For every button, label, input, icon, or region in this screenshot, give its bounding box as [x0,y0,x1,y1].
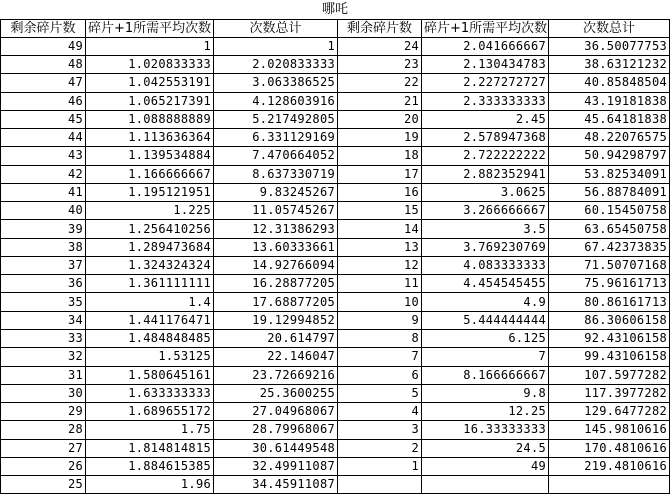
cell-remaining-right[interactable]: 17 [338,165,422,183]
cell-remaining-left[interactable]: 30 [1,384,86,402]
cell-average-right[interactable]: 3.769230769 [422,238,549,256]
cell-average-right[interactable]: 2.130434783 [422,56,549,74]
cell-average-right[interactable]: 8.166666667 [422,366,549,384]
cell-remaining-left[interactable]: 44 [1,129,86,147]
table-row [1,384,670,402]
cell-average-right[interactable] [422,476,549,494]
cell-remaining-right[interactable]: 18 [338,147,422,165]
cell-average-left[interactable]: 1.088888889 [86,110,214,128]
cell-total-left[interactable]: 16.28877205 [214,275,338,293]
cell-total-right[interactable]: 71.50707168 [549,256,670,274]
cell-average-right[interactable]: 4.083333333 [422,256,549,274]
cell-total-right[interactable]: 145.9810616 [549,421,670,439]
cell-average-left[interactable]: 1.195121951 [86,183,214,201]
cell-remaining-right[interactable]: 11 [338,275,422,293]
cell-total-left[interactable]: 6.331129169 [214,129,338,147]
table-row [1,74,670,92]
cell-remaining-left[interactable]: 38 [1,238,86,256]
cell-total-right[interactable]: 38.63121232 [549,56,670,74]
table-row [1,37,670,55]
cell-remaining-left[interactable]: 25 [1,476,86,494]
cell-average-right[interactable]: 6.125 [422,330,549,348]
cell-remaining-left[interactable]: 26 [1,457,86,475]
cell-remaining-right[interactable]: 2 [338,439,422,457]
cell-total-right[interactable]: 170.4810616 [549,439,670,457]
cell-remaining-left[interactable]: 27 [1,439,86,457]
cell-remaining-left[interactable]: 35 [1,293,86,311]
cell-remaining-right[interactable]: 21 [338,92,422,110]
cell-remaining-left[interactable]: 34 [1,311,86,329]
cell-average-right[interactable]: 4.454545455 [422,275,549,293]
cell-remaining-left[interactable]: 39 [1,220,86,238]
cell-average-right[interactable]: 9.8 [422,384,549,402]
cell-average-left[interactable]: 1.484848485 [86,330,214,348]
cell-average-right[interactable]: 2.45 [422,110,549,128]
cell-total-left[interactable]: 17.68877205 [214,293,338,311]
cell-total-left[interactable]: 22.146047 [214,348,338,366]
table-row [1,238,670,256]
cell-total-left[interactable]: 32.49911087 [214,457,338,475]
cell-total-left[interactable]: 34.45911087 [214,476,338,494]
cell-average-left[interactable]: 1.324324324 [86,256,214,274]
cell-average-right[interactable]: 3.266666667 [422,202,549,220]
cell-remaining-left[interactable]: 49 [1,37,86,55]
cell-remaining-left[interactable]: 29 [1,403,86,421]
table-row [1,129,670,147]
cell-remaining-right[interactable]: 16 [338,183,422,201]
cell-total-right[interactable]: 50.94298797 [549,147,670,165]
cell-average-right[interactable]: 4.9 [422,293,549,311]
cell-remaining-right[interactable]: 14 [338,220,422,238]
cell-total-right[interactable]: 75.96161713 [549,275,670,293]
cell-average-right[interactable]: 2.333333333 [422,92,549,110]
table-row [1,183,670,201]
table-row [1,348,670,366]
cell-remaining-right[interactable]: 12 [338,256,422,274]
cell-remaining-right[interactable]: 9 [338,311,422,329]
cell-total-left[interactable]: 5.217492805 [214,110,338,128]
cell-total-left[interactable]: 12.31386293 [214,220,338,238]
cell-total-right[interactable]: 99.43106158 [549,348,670,366]
cell-total-right[interactable]: 92.43106158 [549,330,670,348]
cell-total-left[interactable]: 19.12994852 [214,311,338,329]
cell-average-left[interactable]: 1.633333333 [86,384,214,402]
table-row [1,56,670,74]
cell-total-right[interactable]: 67.42373835 [549,238,670,256]
cell-total-left[interactable]: 3.063386525 [214,74,338,92]
cell-total-left[interactable]: 13.60333661 [214,238,338,256]
cell-remaining-left[interactable]: 28 [1,421,86,439]
cell-remaining-right[interactable]: 7 [338,348,422,366]
cell-average-left[interactable]: 1.75 [86,421,214,439]
cell-total-left[interactable]: 23.72669216 [214,366,338,384]
cell-total-left[interactable]: 9.83245267 [214,183,338,201]
cell-remaining-left[interactable]: 32 [1,348,86,366]
cell-remaining-left[interactable]: 40 [1,202,86,220]
title-row [1,0,670,19]
cell-remaining-left[interactable]: 41 [1,183,86,201]
cell-remaining-right[interactable]: 4 [338,403,422,421]
cell-remaining-left[interactable]: 36 [1,275,86,293]
cell-remaining-right[interactable]: 8 [338,330,422,348]
cell-average-right[interactable]: 16.33333333 [422,421,549,439]
cell-remaining-right[interactable]: 24 [338,37,422,55]
cell-remaining-left[interactable]: 37 [1,256,86,274]
cell-total-right[interactable]: 107.5977282 [549,366,670,384]
cell-remaining-left[interactable]: 47 [1,74,86,92]
cell-total-right[interactable] [549,476,670,494]
cell-average-right[interactable]: 12.25 [422,403,549,421]
cell-average-left[interactable]: 1 [86,37,214,55]
cell-remaining-right[interactable]: 19 [338,129,422,147]
cell-total-right[interactable]: 53.82534091 [549,165,670,183]
header-cell-total-left[interactable]: 次数总计 [214,19,338,37]
cell-total-left[interactable]: 4.128603916 [214,92,338,110]
cell-total-right[interactable]: 48.22076575 [549,129,670,147]
header-row [1,19,670,37]
cell-remaining-right[interactable]: 15 [338,202,422,220]
cell-average-left[interactable]: 1.96 [86,476,214,494]
cell-average-right[interactable]: 2.882352941 [422,165,549,183]
table-row [1,293,670,311]
table-row [1,457,670,475]
table-row [1,220,670,238]
cell-average-left[interactable]: 1.361111111 [86,275,214,293]
cell-average-left[interactable]: 1.256410256 [86,220,214,238]
cell-total-left[interactable]: 1 [214,37,338,55]
cell-total-left[interactable]: 2.020833333 [214,56,338,74]
cell-remaining-right[interactable]: 10 [338,293,422,311]
cell-total-right[interactable]: 129.6477282 [549,403,670,421]
table-row [1,165,670,183]
cell-average-right[interactable]: 2.578947368 [422,129,549,147]
header-cell-average-left[interactable]: 碎片+1所需平均次数 [86,19,214,37]
cell-average-right[interactable]: 24.5 [422,439,549,457]
header-cell-average-right[interactable]: 碎片+1所需平均次数 [422,19,549,37]
cell-remaining-right[interactable]: 23 [338,56,422,74]
header-cell-total-right[interactable]: 次数总计 [549,19,670,37]
cell-average-right[interactable]: 2.041666667 [422,37,549,55]
table-row [1,403,670,421]
cell-total-left[interactable]: 27.04968067 [214,403,338,421]
cell-total-left[interactable]: 7.470664052 [214,147,338,165]
table-row [1,330,670,348]
cell-remaining-left[interactable]: 45 [1,110,86,128]
cell-total-right[interactable]: 60.15450758 [549,202,670,220]
spreadsheet-body [1,0,670,494]
cell-total-left[interactable]: 28.79968067 [214,421,338,439]
cell-total-right[interactable]: 63.65450758 [549,220,670,238]
cell-total-left[interactable]: 20.614797 [214,330,338,348]
cell-remaining-left[interactable]: 48 [1,56,86,74]
cell-average-left[interactable]: 1.139534884 [86,147,214,165]
cell-average-right[interactable]: 49 [422,457,549,475]
cell-average-left[interactable]: 1.580645161 [86,366,214,384]
table-row [1,439,670,457]
cell-total-right[interactable]: 219.4810616 [549,457,670,475]
table-row [1,275,670,293]
cell-total-left[interactable]: 14.92766094 [214,256,338,274]
cell-remaining-left[interactable]: 42 [1,165,86,183]
cell-total-right[interactable]: 86.30606158 [549,311,670,329]
cell-average-left[interactable]: 1.113636364 [86,129,214,147]
header-cell-remaining-right[interactable]: 剩余碎片数 [338,19,422,37]
cell-total-left[interactable]: 25.3600255 [214,384,338,402]
cell-average-left[interactable]: 1.441176471 [86,311,214,329]
cell-average-left[interactable]: 1.4 [86,293,214,311]
cell-remaining-left[interactable]: 46 [1,92,86,110]
cell-total-right[interactable]: 36.50077753 [549,37,670,55]
header-cell-remaining-left[interactable]: 剩余碎片数 [1,19,86,37]
cell-average-right[interactable]: 5.444444444 [422,311,549,329]
cell-average-left[interactable]: 1.020833333 [86,56,214,74]
cell-average-right[interactable]: 3.5 [422,220,549,238]
cell-remaining-left[interactable]: 33 [1,330,86,348]
cell-remaining-left[interactable]: 43 [1,147,86,165]
cell-total-left[interactable]: 8.637330719 [214,165,338,183]
cell-average-left[interactable]: 1.225 [86,202,214,220]
cell-total-left[interactable]: 11.05745267 [214,202,338,220]
cell-remaining-right[interactable]: 5 [338,384,422,402]
sheet-title: 哪吒 [322,1,349,17]
cell-average-right[interactable]: 3.0625 [422,183,549,201]
cell-remaining-right[interactable]: 13 [338,238,422,256]
cell-remaining-right[interactable]: 20 [338,110,422,128]
cell-average-left[interactable]: 1.53125 [86,348,214,366]
cell-total-right[interactable]: 117.3977282 [549,384,670,402]
cell-remaining-right[interactable]: 22 [338,74,422,92]
table-row [1,202,670,220]
table-row [1,311,670,329]
cell-average-right[interactable]: 2.722222222 [422,147,549,165]
table-row [1,92,670,110]
table-row [1,110,670,128]
table-row [1,476,670,494]
table-row [1,366,670,384]
cell-average-left[interactable]: 1.166666667 [86,165,214,183]
cell-remaining-left[interactable]: 31 [1,366,86,384]
cell-remaining-right[interactable] [338,476,422,494]
cell-average-right[interactable]: 2.227272727 [422,74,549,92]
cell-average-left[interactable]: 1.065217391 [86,92,214,110]
cell-average-right[interactable]: 7 [422,348,549,366]
table-row [1,147,670,165]
table-row [1,421,670,439]
cell-total-right[interactable]: 45.64181838 [549,110,670,128]
cell-total-right[interactable]: 80.86161713 [549,293,670,311]
cell-total-right[interactable]: 56.88784091 [549,183,670,201]
cell-total-right[interactable]: 43.19181838 [549,92,670,110]
table-row [1,256,670,274]
cell-total-right[interactable]: 40.85848504 [549,74,670,92]
cell-remaining-right[interactable]: 6 [338,366,422,384]
cell-average-left[interactable]: 1.814814815 [86,439,214,457]
cell-average-left[interactable]: 1.884615385 [86,457,214,475]
cell-average-left[interactable]: 1.689655172 [86,403,214,421]
cell-total-left[interactable]: 30.61449548 [214,439,338,457]
cell-average-left[interactable]: 1.289473684 [86,238,214,256]
cell-remaining-right[interactable]: 3 [338,421,422,439]
cell-average-left[interactable]: 1.042553191 [86,74,214,92]
cell-remaining-right[interactable]: 1 [338,457,422,475]
